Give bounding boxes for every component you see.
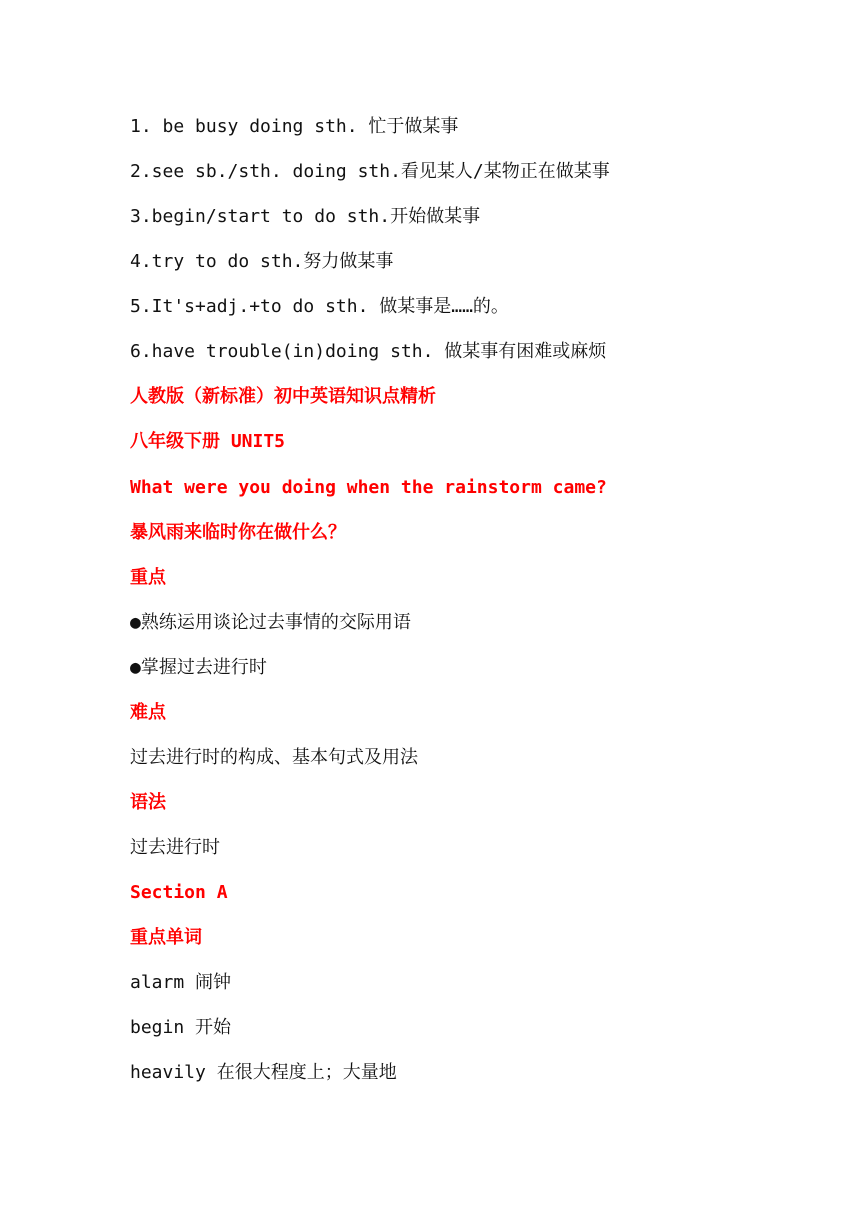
phrase-line-6: 6.have trouble(in)doing sth. 做某事有困难或麻烦: [130, 341, 607, 362]
unit-question-english: What were you doing when the rainstorm came?: [130, 477, 607, 498]
difficulty-item: 过去进行时的构成、基本句式及用法: [130, 747, 418, 768]
phrase-line-1: 1. be busy doing sth. 忙于做某事: [130, 116, 459, 137]
section-a-heading: Section A: [130, 882, 228, 903]
key-words-heading: 重点单词: [130, 927, 202, 948]
vocab-item-alarm: alarm 闹钟: [130, 972, 232, 993]
key-point-item-1: ●熟练运用谈论过去事情的交际用语: [130, 612, 411, 633]
phrase-line-5: 5.It's+adj.+to do sth. 做某事是……的。: [130, 296, 509, 317]
difficulties-heading: 难点: [130, 702, 166, 723]
textbook-title: 人教版（新标准）初中英语知识点精析: [130, 386, 436, 407]
vocab-item-heavily: heavily 在很大程度上；大量地: [130, 1062, 397, 1083]
vocab-item-begin: begin 开始: [130, 1017, 232, 1038]
phrase-line-2: 2.see sb./sth. doing sth.看见某人/某物正在做某事: [130, 161, 610, 182]
grammar-heading: 语法: [130, 792, 166, 813]
phrase-line-4: 4.try to do sth.努力做某事: [130, 251, 394, 272]
key-point-item-2: ●掌握过去进行时: [130, 657, 267, 678]
unit-question-chinese: 暴风雨来临时你在做什么？: [130, 522, 346, 543]
grade-unit-heading: 八年级下册 UNIT5: [130, 431, 286, 452]
grammar-item: 过去进行时: [130, 837, 220, 858]
phrase-line-3: 3.begin/start to do sth.开始做某事: [130, 206, 481, 227]
key-points-heading: 重点: [130, 567, 166, 588]
